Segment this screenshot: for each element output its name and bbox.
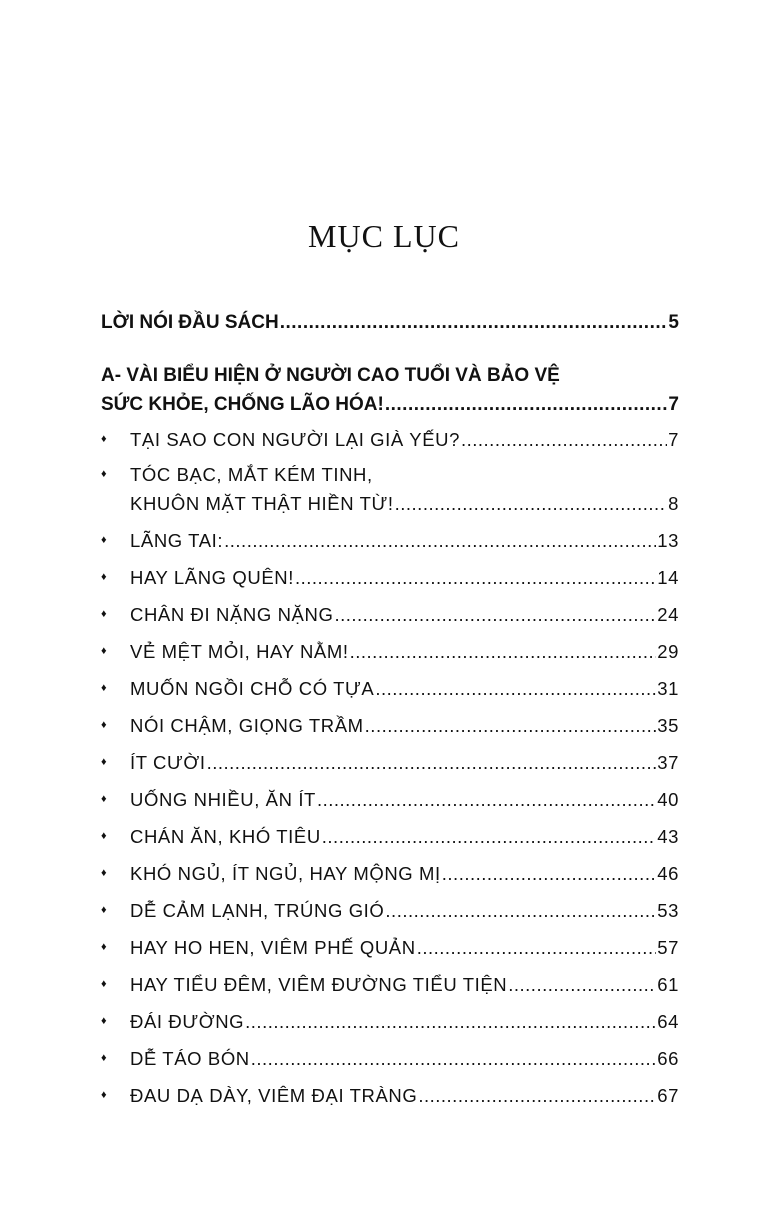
toc-page-number: 31 — [657, 678, 679, 699]
toc-item-text: KHUÔN MẶT THẬT HIỀN TỪ! — [130, 493, 394, 514]
toc-item[interactable] — [101, 896, 679, 925]
toc-item[interactable] — [101, 748, 679, 777]
toc-page-number: 40 — [657, 789, 679, 810]
toc-item-text: HAY TIỂU ĐÊM, VIÊM ĐƯỜNG TIỂU TIỆN — [130, 974, 508, 995]
dot-leader — [365, 711, 657, 740]
toc-page-number: 43 — [657, 826, 679, 847]
toc-page-number: 67 — [657, 1085, 679, 1106]
toc-item-text: TẠI SAO CON NGƯỜI LẠI GIÀ YẾU? — [130, 429, 460, 450]
diamond-bullet-icon: ♦ — [101, 433, 108, 445]
dot-leader — [385, 390, 668, 419]
dot-leader — [508, 970, 656, 999]
toc-item-text: KHÓ NGỦ, ÍT NGỦ, HAY MỘNG MỊ — [130, 863, 441, 884]
toc-item[interactable] — [101, 1081, 679, 1110]
toc-page-number: 24 — [657, 604, 679, 625]
dot-leader — [224, 526, 656, 555]
toc-page-number: 8 — [668, 493, 679, 514]
toc-item-text: CHÂN ĐI NẶNG NẶNG — [130, 604, 334, 625]
toc-page-number: 37 — [657, 752, 679, 773]
toc-entry-text-line1: A- VÀI BIỂU HIỆN Ở NGƯỜI CAO TUỔI VÀ BẢO VỆ — [101, 365, 560, 386]
toc-item[interactable] — [101, 425, 679, 454]
diamond-bullet-icon: ♦ — [101, 468, 108, 480]
diamond-bullet-icon: ♦ — [101, 719, 108, 731]
toc-item-text: UỐNG NHIỀU, ĂN ÍT — [130, 789, 316, 810]
diamond-bullet-icon: ♦ — [101, 1089, 108, 1101]
toc-item[interactable] — [101, 460, 679, 518]
diamond-bullet-icon: ♦ — [101, 904, 108, 916]
dot-leader — [385, 896, 656, 925]
toc-item[interactable] — [101, 563, 679, 592]
toc-item-text: VẺ MỆT MỎI, HAY NẰM! — [130, 641, 349, 662]
toc-page-number: 7 — [668, 429, 679, 450]
toc-item[interactable] — [101, 785, 679, 814]
toc-page-number: 64 — [657, 1011, 679, 1032]
diamond-bullet-icon: ♦ — [101, 571, 108, 583]
diamond-bullet-icon: ♦ — [101, 830, 108, 842]
diamond-bullet-icon: ♦ — [101, 941, 108, 953]
dot-leader — [295, 563, 656, 592]
diamond-bullet-icon: ♦ — [101, 867, 108, 879]
toc-item-text: CHÁN ĂN, KHÓ TIÊU — [130, 826, 321, 847]
dot-leader — [251, 1044, 656, 1073]
toc-item[interactable] — [101, 600, 679, 629]
diamond-bullet-icon: ♦ — [101, 608, 108, 620]
diamond-bullet-icon: ♦ — [101, 756, 108, 768]
dot-leader — [461, 425, 667, 454]
toc-entry-section-a[interactable] — [101, 361, 679, 419]
toc-page-number: 35 — [657, 715, 679, 736]
diamond-bullet-icon: ♦ — [101, 534, 108, 546]
toc-item[interactable] — [101, 637, 679, 666]
dot-leader — [417, 933, 657, 962]
toc-page-number: 29 — [657, 641, 679, 662]
toc-item-text: LÃNG TAI: — [130, 530, 224, 551]
toc-item[interactable] — [101, 970, 679, 999]
diamond-bullet-icon: ♦ — [101, 793, 108, 805]
dot-leader — [322, 822, 656, 851]
dot-leader — [317, 785, 656, 814]
toc-entry-preface[interactable] — [101, 308, 679, 337]
toc-page-number: 7 — [668, 394, 679, 415]
diamond-bullet-icon: ♦ — [101, 978, 108, 990]
toc-item[interactable] — [101, 1044, 679, 1073]
toc-page-number: 61 — [657, 974, 679, 995]
toc-item[interactable] — [101, 711, 679, 740]
toc-page-number: 53 — [657, 900, 679, 921]
toc-item[interactable] — [101, 674, 679, 703]
toc-item-text: MUỐN NGỒI CHỖ CÓ TỰA — [130, 678, 375, 699]
toc-page-number: 46 — [657, 863, 679, 884]
toc-page-number: 14 — [657, 567, 679, 588]
dot-leader — [442, 859, 656, 888]
toc-page-number: 66 — [657, 1048, 679, 1069]
toc-item-text-line1: TÓC BẠC, MẮT KÉM TINH, — [130, 464, 373, 485]
toc-item-text: ĐÁI ĐƯỜNG — [130, 1011, 245, 1032]
toc-item-text: HAY LÃNG QUÊN! — [130, 567, 294, 588]
diamond-bullet-icon: ♦ — [101, 645, 108, 657]
dot-leader — [334, 600, 656, 629]
toc-item[interactable] — [101, 526, 679, 555]
dot-leader — [245, 1007, 656, 1036]
toc-item-text: HAY HO HEN, VIÊM PHẾ QUẢN — [130, 937, 416, 958]
toc-item[interactable] — [101, 1007, 679, 1036]
toc-page-number: 57 — [657, 937, 679, 958]
diamond-bullet-icon: ♦ — [101, 682, 108, 694]
dot-leader — [207, 748, 657, 777]
dot-leader — [280, 308, 668, 337]
dot-leader — [375, 674, 656, 703]
toc-page-number: 13 — [657, 530, 679, 551]
toc-item-text: DỄ TÁO BÓN — [130, 1048, 250, 1069]
page-title: MỤC LỤC — [308, 218, 460, 254]
dot-leader — [350, 637, 657, 666]
dot-leader — [395, 489, 667, 518]
toc-item[interactable] — [101, 859, 679, 888]
toc-item-text: ĐAU DẠ DÀY, VIÊM ĐẠI TRÀNG — [130, 1085, 418, 1106]
toc-entry-text: LỜI NÓI ĐẦU SÁCH — [101, 312, 279, 333]
toc-item-text: NÓI CHẬM, GIỌNG TRẦM — [130, 715, 364, 736]
dot-leader — [418, 1081, 656, 1110]
toc-page-number: 5 — [668, 312, 679, 333]
toc-item-text: DỄ CẢM LẠNH, TRÚNG GIÓ — [130, 900, 385, 921]
diamond-bullet-icon: ♦ — [101, 1052, 108, 1064]
diamond-bullet-icon: ♦ — [101, 1015, 108, 1027]
toc-item-text: ÍT CƯỜI — [130, 752, 206, 773]
toc-item[interactable] — [101, 822, 679, 851]
toc-item[interactable] — [101, 933, 679, 962]
toc-entry-text: SỨC KHỎE, CHỐNG LÃO HÓA! — [101, 394, 384, 415]
